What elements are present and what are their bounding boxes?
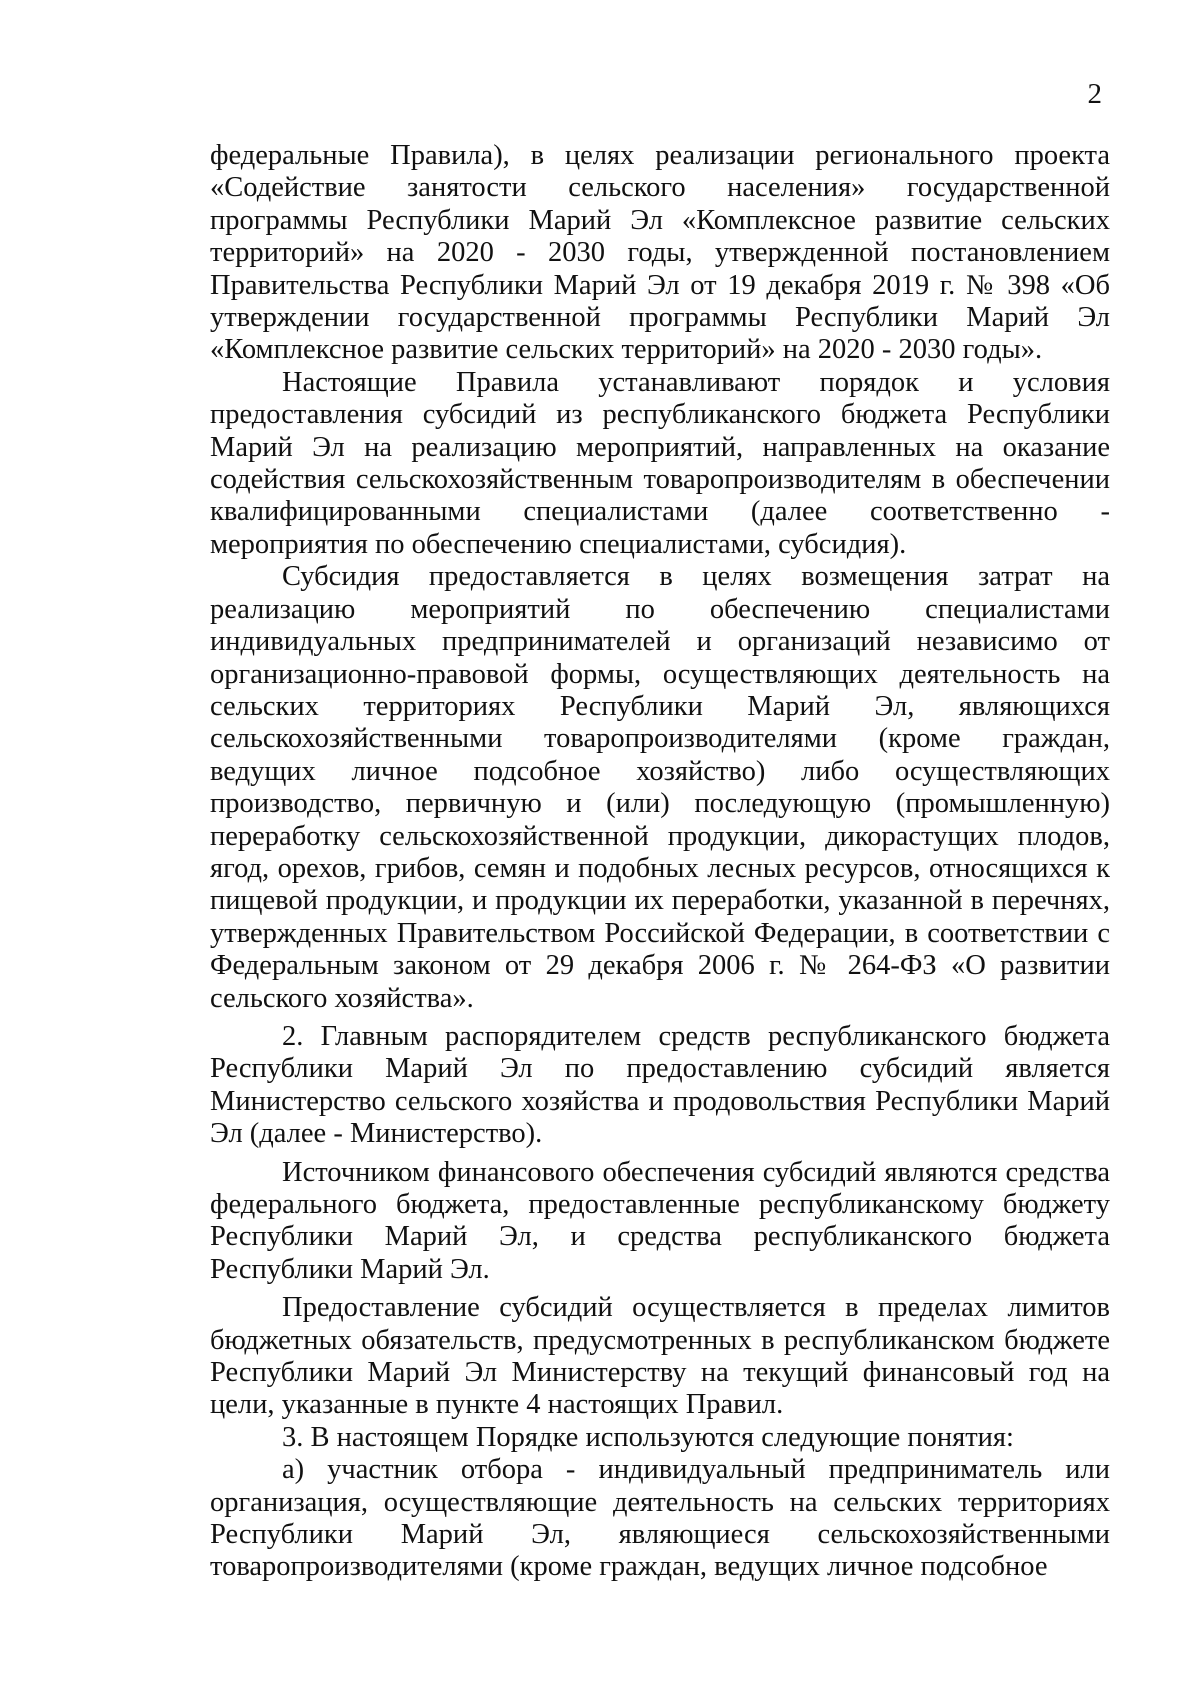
document-body xyxy=(210,140,1110,1584)
paragraph-budget-limits: Предоставление субсидий осуществляется в пределах лимитов бюджетных обязательств, предусмотренных в республиканском бюджете Республики Марий Эл Министерству на текущий финансовый год на цели, указанные в пункте 4 настоящих Правил. xyxy=(210,1292,1110,1421)
paragraph-definitions-intro: 3. В настоящем Порядке используются следующие понятия: xyxy=(282,1421,1014,1453)
paragraph-definition-participant: а) участник отбора - индивидуальный предприниматель или организация, осуществляющие деятельность на сельских территориях Республики Марий Эл, являющиеся сельскохозяйственными товаропроизводителями (кроме граждан, ведущих личное подсобное xyxy=(210,1454,1110,1583)
paragraph-continuation: федеральные Правила), в целях реализации регионального проекта «Содействие занятости сельского населения» государственной программы Республики Марий Эл «Комплексное развитие сельских территорий» на 2020 - 2030 годы, утвержденной постановлением Правительства Республики Марий Эл от 19 декабря 2019 г. № 398 «Об утверждении государственной программы Республики Марий Эл «Комплексное развитие сельских территорий» на 2020 - 2030 годы». xyxy=(210,140,1110,366)
paragraph-funding-source: Источником финансового обеспечения субсидий являются средства федерального бюджета, предоставленные республиканскому бюджету Республики Марий Эл, и средства республиканского бюджета Республики Марий Эл. xyxy=(210,1156,1110,1285)
paragraph-subsidy-purpose: Субсидия предоставляется в целях возмещения затрат на реализацию мероприятий по обеспечению специалистами индивидуальных предпринимателей и организаций независимо от организационно-правовой формы, осуществляющих деятельность на сельских территориях Республики Марий Эл, являющихся сельскохозяйственными товаропроизводителями (кроме граждан, ведущих личное подсобное хозяйство) либо осуществляющих производство, первичную и (или) последующую (промышленную) переработку сельскохозяйственной продукции, дикорастущих плодов, ягод, орехов, грибов, семян и подобных лесных ресурсов, относящихся к пищевой продукции, и продукции их переработки, указанной в перечнях, утвержденных Правительством Российской Федерации, в соответствии с Федеральным законом от 29 декабря 2006 г. № 264-ФЗ «О развитии сельского хозяйства». xyxy=(210,561,1110,1014)
paragraph-main-administrator: 2. Главным распорядителем средств республиканского бюджета Республики Марий Эл по предоставлению субсидий является Министерство сельского хозяйства и продовольствия Республики Марий Эл (далее - Министерство). xyxy=(210,1020,1110,1150)
paragraph-rules-scope: Настоящие Правила устанавливают порядок и условия предоставления субсидий из республиканского бюджета Республики Марий Эл на реализацию мероприятий, направленных на оказание содействия сельскохозяйственным товаропроизводителям в обеспечении квалифицированными специалистами (далее соответственно - мероприятия по обеспечению специалистами, субсидия). xyxy=(210,366,1110,560)
page-number: 2 xyxy=(1087,78,1102,110)
